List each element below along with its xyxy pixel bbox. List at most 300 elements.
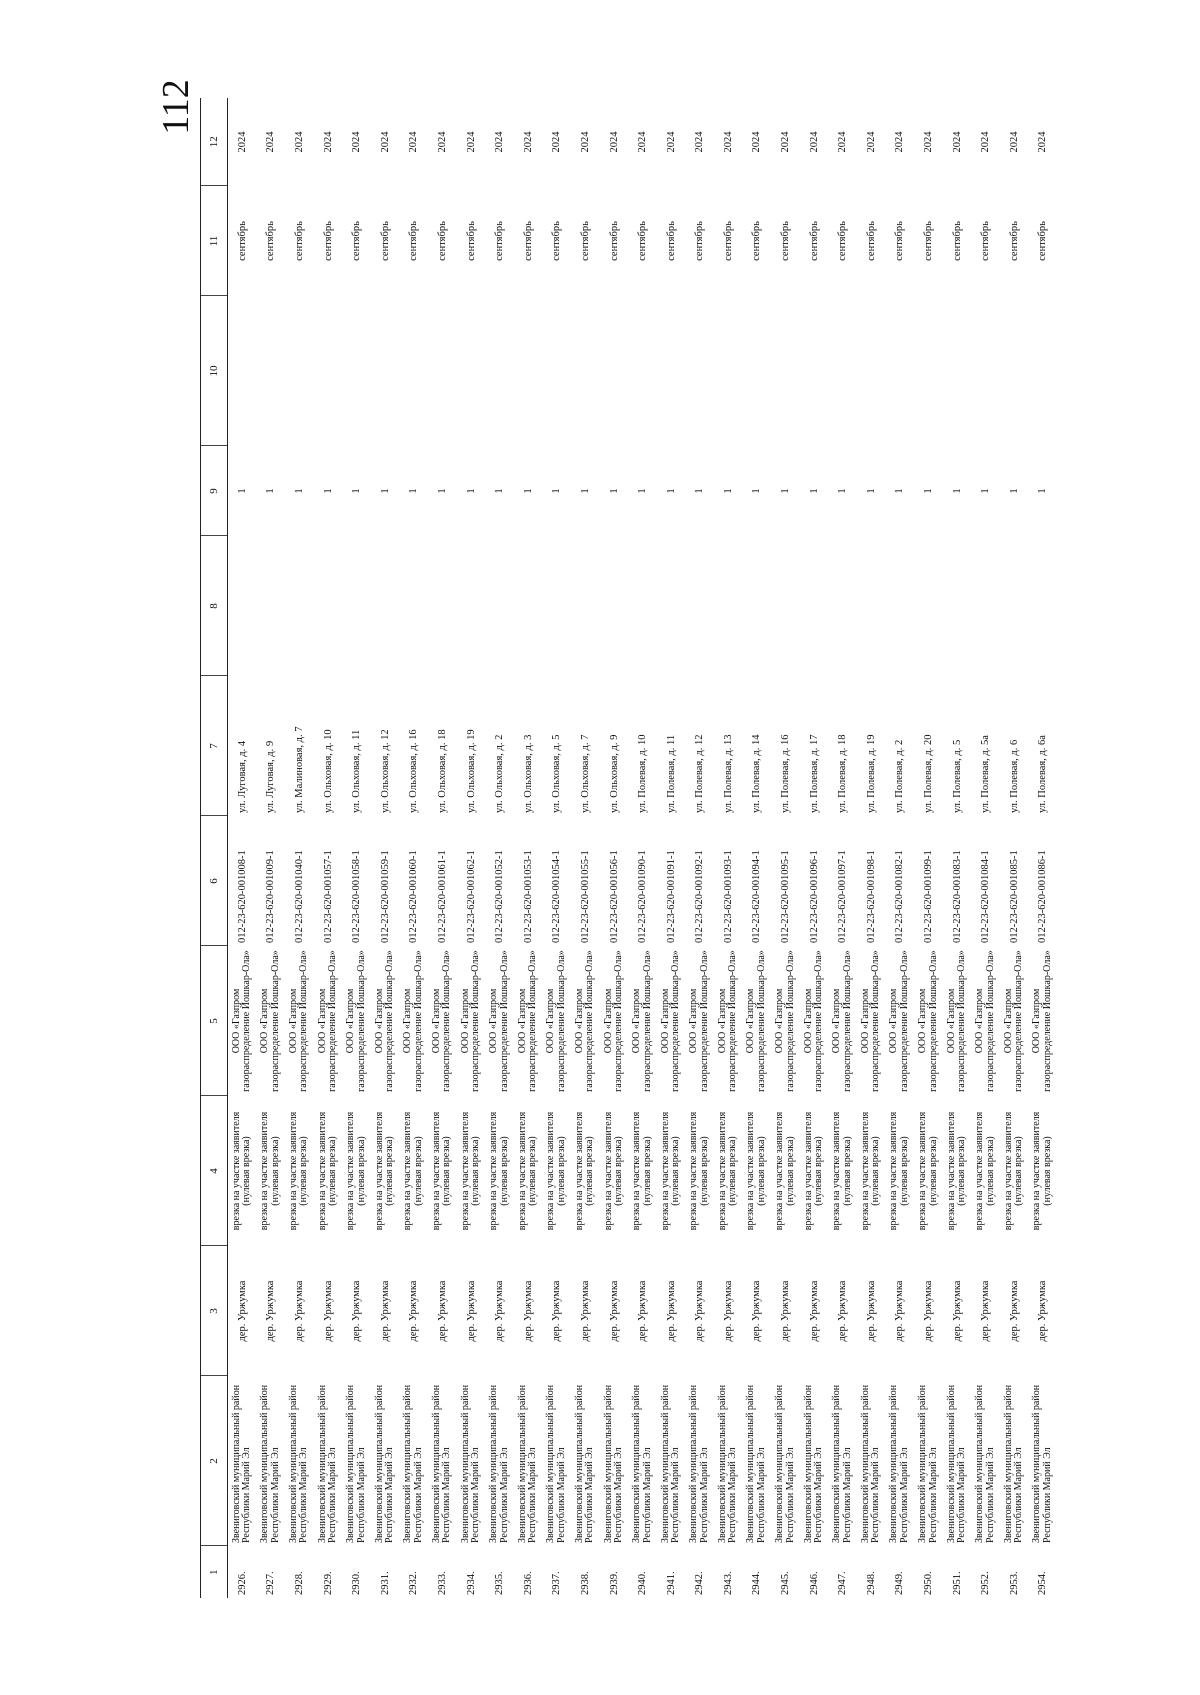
- month-cell: сентябрь: [293, 221, 305, 261]
- object-code-cell: 012-23-620-001092-1: [694, 850, 706, 943]
- district-cell: Звениговский муниципальный район Республики Марий Эл: [831, 1384, 853, 1543]
- column-header: 2: [201, 1376, 228, 1546]
- organization-cell: ООО «Газпром газораспределение Йошкар-Ола»: [516, 950, 539, 1092]
- work-type-cell: врезка на участке заявителя (нулевая врезка): [802, 1111, 825, 1231]
- work-type-cell: врезка на участке заявителя (нулевая врезка): [573, 1111, 596, 1231]
- object-code-cell: 012-23-620-001086-1: [1037, 850, 1049, 943]
- column-8-cell: [800, 536, 829, 676]
- work-type-cell: врезка на участке заявителя (нулевая врезка): [945, 1111, 968, 1231]
- village-cell: дер. Уржумка: [494, 1280, 506, 1342]
- address-cell: ул. Полевая, д. 13: [722, 734, 734, 813]
- year-cell: 2024: [894, 131, 906, 153]
- district-cell: Звениговский муниципальный район Республики Марий Эл: [688, 1384, 710, 1543]
- year-cell: 2024: [837, 131, 849, 153]
- year-cell: 2024: [751, 131, 763, 153]
- village-cell: дер. Уржумка: [1037, 1280, 1049, 1342]
- column-8-cell: [314, 536, 343, 676]
- organization-cell: ООО «Газпром газораспределение Йошкар-Ола»: [745, 950, 767, 1092]
- page-number: 112: [154, 79, 197, 135]
- address-cell: ул. Ольховая, д. 9: [608, 734, 620, 813]
- village-cell: дер. Уржумка: [837, 1280, 849, 1342]
- month-cell: сентябрь: [980, 221, 992, 261]
- village-cell: дер. Уржумка: [951, 1280, 963, 1342]
- column-10-cell: [857, 296, 886, 446]
- row-number: 2928.: [293, 1571, 305, 1595]
- month-cell: сентябрь: [837, 221, 849, 261]
- work-type-cell: врезка на участке заявителя (нулевая врезка): [716, 1111, 739, 1231]
- table-row: [1029, 98, 1058, 1598]
- village-cell: дер. Уржумка: [894, 1280, 906, 1342]
- table-row: [314, 98, 343, 1598]
- row-number: 2937.: [551, 1571, 563, 1595]
- organization-cell: ООО «Газпром газораспределение Йошкар-Ола»: [716, 950, 739, 1092]
- column-header: 8: [201, 536, 228, 676]
- column-10-cell: [543, 296, 572, 446]
- column-10-cell: [485, 296, 514, 446]
- table-row: [457, 98, 486, 1598]
- object-code-cell: 012-23-620-001009-1: [265, 850, 277, 943]
- object-code-cell: 012-23-620-001084-1: [980, 850, 992, 943]
- column-10-cell: [657, 296, 686, 446]
- address-cell: ул. Полевая, д. 11: [665, 734, 677, 813]
- address-cell: ул. Полевая, д. 14: [751, 734, 763, 813]
- address-cell: ул. Полевая, д. 20: [923, 734, 935, 813]
- village-cell: дер. Уржумка: [665, 1280, 677, 1342]
- table-row: [628, 98, 657, 1598]
- column-10-cell: [886, 296, 915, 446]
- column-10-cell: [285, 296, 314, 446]
- organization-cell: ООО «Газпром газораспределение Йошкар-Ола»: [974, 950, 996, 1092]
- district-cell: Звениговский муниципальный район Республики Марий Эл: [230, 1384, 253, 1543]
- quantity-cell: 1: [637, 488, 649, 494]
- district-cell: Звениговский муниципальный район Республики Марий Эл: [659, 1384, 682, 1543]
- month-cell: сентябрь: [236, 221, 248, 261]
- organization-cell: ООО «Газпром газораспределение Йошкар-Ола»: [230, 950, 253, 1092]
- year-cell: 2024: [980, 131, 992, 153]
- column-header: 5: [201, 946, 228, 1096]
- column-header: 10: [201, 296, 228, 446]
- quantity-cell: 1: [494, 488, 506, 494]
- month-cell: сентябрь: [522, 221, 534, 261]
- organization-cell: ООО «Газпром газораспределение Йошкар-Ола»: [917, 950, 939, 1092]
- column-header: 9: [201, 446, 228, 536]
- quantity-cell: 1: [865, 488, 877, 494]
- quantity-cell: 1: [465, 488, 477, 494]
- work-type-cell: врезка на участке заявителя (нулевая врезка): [774, 1111, 796, 1231]
- column-8-cell: [543, 536, 572, 676]
- column-10-cell: [342, 296, 371, 446]
- table-body: [228, 98, 1058, 1598]
- village-cell: дер. Уржумка: [637, 1280, 649, 1342]
- column-8-cell: [485, 536, 514, 676]
- village-cell: дер. Уржумка: [923, 1280, 935, 1342]
- column-10-cell: [800, 296, 829, 446]
- column-8-cell: [1000, 536, 1029, 676]
- organization-cell: ООО «Газпром газораспределение Йошкар-Ола»: [859, 950, 882, 1092]
- work-type-cell: врезка на участке заявителя (нулевая врезка): [373, 1111, 396, 1231]
- table-row: [800, 98, 829, 1598]
- column-10-cell: [1000, 296, 1029, 446]
- month-cell: сентябрь: [408, 221, 420, 261]
- quantity-cell: 1: [751, 488, 763, 494]
- work-type-cell: врезка на участке заявителя (нулевая врезка): [745, 1111, 767, 1231]
- quantity-cell: 1: [236, 488, 248, 494]
- address-cell: ул. Ольховая, д. 11: [351, 729, 363, 813]
- month-cell: сентябрь: [780, 221, 792, 261]
- year-cell: 2024: [522, 131, 534, 153]
- table-row: [828, 98, 857, 1598]
- work-type-cell: врезка на участке заявителя (нулевая врезка): [888, 1111, 910, 1231]
- year-cell: 2024: [722, 131, 734, 153]
- year-cell: 2024: [608, 131, 620, 153]
- column-8-cell: [600, 536, 629, 676]
- object-code-cell: 012-23-620-001098-1: [865, 850, 877, 943]
- month-cell: сентябрь: [694, 221, 706, 261]
- year-cell: 2024: [551, 131, 563, 153]
- year-cell: 2024: [694, 131, 706, 153]
- row-number: 2930.: [351, 1571, 363, 1595]
- work-type-cell: врезка на участке заявителя (нулевая врезка): [316, 1111, 339, 1231]
- table-row: [971, 98, 1000, 1598]
- organization-cell: ООО «Газпром газораспределение Йошкар-Ола»: [545, 950, 567, 1092]
- organization-cell: ООО «Газпром газораспределение Йошкар-Ола»: [287, 950, 310, 1092]
- column-8-cell: [914, 536, 943, 676]
- month-cell: сентябрь: [923, 221, 935, 261]
- year-cell: 2024: [465, 131, 477, 153]
- organization-cell: ООО «Газпром газораспределение Йошкар-Ола»: [602, 950, 625, 1092]
- table-row: [600, 98, 629, 1598]
- column-8-cell: [571, 536, 600, 676]
- object-code-cell: 012-23-620-001057-1: [322, 850, 334, 943]
- village-cell: дер. Уржумка: [780, 1280, 792, 1342]
- column-8-cell: [628, 536, 657, 676]
- object-code-cell: 012-23-620-001008-1: [236, 850, 248, 943]
- work-type-cell: врезка на участке заявителя (нулевая врезка): [230, 1111, 253, 1231]
- work-type-cell: врезка на участке заявителя (нулевая врезка): [831, 1111, 853, 1231]
- address-cell: ул. Ольховая, д. 5: [551, 734, 563, 813]
- address-cell: ул. Полевая, д. 12: [694, 734, 706, 813]
- row-number: 2927.: [265, 1571, 277, 1595]
- address-cell: ул. Полевая, д. 10: [637, 734, 649, 813]
- quantity-cell: 1: [808, 488, 820, 494]
- month-cell: сентябрь: [322, 221, 334, 261]
- table-row: [485, 98, 514, 1598]
- object-code-cell: 012-23-620-001061-1: [436, 850, 448, 943]
- quantity-cell: 1: [436, 488, 448, 494]
- column-10-cell: [971, 296, 1000, 446]
- year-cell: 2024: [808, 131, 820, 153]
- column-10-cell: [628, 296, 657, 446]
- organization-cell: ООО «Газпром газораспределение Йошкар-Ола»: [659, 950, 682, 1092]
- district-cell: Звениговский муниципальный район Республики Марий Эл: [488, 1384, 510, 1543]
- table-row: [943, 98, 972, 1598]
- month-cell: сентябрь: [379, 221, 391, 261]
- quantity-cell: 1: [894, 488, 906, 494]
- table-row: [657, 98, 686, 1598]
- work-type-cell: врезка на участке заявителя (нулевая врезка): [459, 1111, 482, 1231]
- column-8-cell: [514, 536, 543, 676]
- organization-cell: ООО «Газпром газораспределение Йошкар-Ола»: [631, 950, 653, 1092]
- object-code-cell: 012-23-620-001055-1: [579, 850, 591, 943]
- work-type-cell: врезка на участке заявителя (нулевая врезка): [659, 1111, 682, 1231]
- village-cell: дер. Уржумка: [322, 1280, 334, 1342]
- address-cell: ул. Луговая, д. 9: [265, 740, 277, 813]
- work-type-cell: врезка на участке заявителя (нулевая врезка): [402, 1111, 424, 1231]
- object-code-cell: 012-23-620-001056-1: [608, 850, 620, 943]
- work-type-cell: врезка на участке заявителя (нулевая врезка): [688, 1111, 710, 1231]
- month-cell: сентябрь: [494, 221, 506, 261]
- village-cell: дер. Уржумка: [579, 1280, 591, 1342]
- object-code-cell: 012-23-620-001058-1: [351, 850, 363, 943]
- row-number: 2945.: [780, 1571, 792, 1595]
- column-10-cell: [1029, 296, 1058, 446]
- address-cell: ул. Ольховая, д. 19: [465, 729, 477, 813]
- district-cell: Звениговский муниципальный район Республики Марий Эл: [631, 1384, 653, 1543]
- district-cell: Звениговский муниципальный район Республики Марий Эл: [888, 1384, 910, 1543]
- table-row: [285, 98, 314, 1598]
- address-cell: ул. Луговая, д. 4: [236, 740, 248, 813]
- district-cell: Звениговский муниципальный район Республики Марий Эл: [573, 1384, 596, 1543]
- object-code-cell: 012-23-620-001040-1: [293, 850, 305, 943]
- organization-cell: ООО «Газпром газораспределение Йошкар-Ола»: [802, 950, 825, 1092]
- column-header: 7: [201, 676, 228, 816]
- column-8-cell: [686, 536, 715, 676]
- district-cell: Звениговский муниципальный район Республики Марий Эл: [402, 1384, 424, 1543]
- row-number: 2946.: [808, 1571, 820, 1595]
- quantity-cell: 1: [579, 488, 591, 494]
- object-code-cell: 012-23-620-001097-1: [837, 850, 849, 943]
- month-cell: сентябрь: [351, 221, 363, 261]
- column-8-cell: [657, 536, 686, 676]
- table-row: [514, 98, 543, 1598]
- village-cell: дер. Уржумка: [551, 1280, 563, 1342]
- address-cell: ул. Ольховая, д. 18: [436, 729, 448, 813]
- object-code-cell: 012-23-620-001083-1: [951, 850, 963, 943]
- row-number: 2926.: [236, 1571, 248, 1595]
- address-cell: ул. Полевая, д. 5а: [980, 735, 992, 813]
- object-code-cell: 012-23-620-001090-1: [637, 850, 649, 943]
- year-cell: 2024: [637, 131, 649, 153]
- village-cell: дер. Уржумка: [808, 1280, 820, 1342]
- column-header: 6: [201, 816, 228, 946]
- table-row: [400, 98, 429, 1598]
- column-8-cell: [342, 536, 371, 676]
- year-cell: 2024: [379, 131, 391, 153]
- village-cell: дер. Уржумка: [351, 1280, 363, 1342]
- work-type-cell: врезка на участке заявителя (нулевая врезка): [859, 1111, 882, 1231]
- organization-cell: ООО «Газпром газораспределение Йошкар-Ола»: [888, 950, 910, 1092]
- address-cell: ул. Ольховая, д. 3: [522, 734, 534, 813]
- district-cell: Звениговский муниципальный район Республики Марий Эл: [316, 1384, 339, 1543]
- column-header: 11: [201, 186, 228, 296]
- row-number: 2951.: [951, 1571, 963, 1595]
- district-cell: Звениговский муниципальный район Республики Марий Эл: [774, 1384, 796, 1543]
- month-cell: сентябрь: [951, 221, 963, 261]
- row-number: 2941.: [665, 1571, 677, 1595]
- row-number: 2952.: [980, 1571, 992, 1595]
- column-10-cell: [914, 296, 943, 446]
- village-cell: дер. Уржумка: [236, 1280, 248, 1342]
- address-cell: ул. Малиновая, д. 7: [293, 726, 305, 813]
- work-type-cell: врезка на участке заявителя (нулевая врезка): [631, 1111, 653, 1231]
- object-code-cell: 012-23-620-001095-1: [780, 850, 792, 943]
- row-number: 2944.: [751, 1571, 763, 1595]
- address-cell: ул. Ольховая, д. 2: [494, 734, 506, 813]
- object-code-cell: 012-23-620-001094-1: [751, 850, 763, 943]
- work-type-cell: врезка на участке заявителя (нулевая врезка): [602, 1111, 625, 1231]
- month-cell: сентябрь: [265, 221, 277, 261]
- column-8-cell: [257, 536, 286, 676]
- column-10-cell: [228, 296, 257, 446]
- column-header: 3: [201, 1246, 228, 1376]
- column-number-row: [201, 98, 228, 1598]
- row-number: 2933.: [436, 1571, 448, 1595]
- quantity-cell: 1: [665, 488, 677, 494]
- column-10-cell: [371, 296, 400, 446]
- month-cell: сентябрь: [751, 221, 763, 261]
- address-cell: ул. Полевая, д. 18: [837, 734, 849, 813]
- table-row: [342, 98, 371, 1598]
- column-header: 1: [201, 1546, 228, 1598]
- month-cell: сентябрь: [1037, 221, 1049, 261]
- column-8-cell: [886, 536, 915, 676]
- quantity-cell: 1: [694, 488, 706, 494]
- district-cell: Звениговский муниципальный район Республики Марий Эл: [516, 1384, 539, 1543]
- organization-cell: ООО «Газпром газораспределение Йошкар-Ола»: [831, 950, 853, 1092]
- table-row: [371, 98, 400, 1598]
- row-number: 2949.: [894, 1571, 906, 1595]
- object-code-cell: 012-23-620-001060-1: [408, 850, 420, 943]
- column-10-cell: [686, 296, 715, 446]
- organization-cell: ООО «Газпром газораспределение Йошкар-Ола»: [316, 950, 339, 1092]
- quantity-cell: 1: [722, 488, 734, 494]
- year-cell: 2024: [579, 131, 591, 153]
- organization-cell: ООО «Газпром газораспределение Йошкар-Ола»: [488, 950, 510, 1092]
- row-number: 2942.: [694, 1571, 706, 1595]
- address-cell: ул. Полевая, д. 5: [951, 739, 963, 813]
- village-cell: дер. Уржумка: [1008, 1280, 1020, 1342]
- village-cell: дер. Уржумка: [722, 1280, 734, 1342]
- village-cell: дер. Уржумка: [980, 1280, 992, 1342]
- column-10-cell: [400, 296, 429, 446]
- quantity-cell: 1: [608, 488, 620, 494]
- organization-cell: ООО «Газпром газораспределение Йошкар-Ола»: [430, 950, 453, 1092]
- row-number: 2940.: [637, 1571, 649, 1595]
- quantity-cell: 1: [379, 488, 391, 494]
- column-8-cell: [228, 536, 257, 676]
- row-number: 2947.: [837, 1571, 849, 1595]
- village-cell: дер. Уржумка: [436, 1280, 448, 1342]
- table-row: [771, 98, 800, 1598]
- month-cell: сентябрь: [608, 221, 620, 261]
- organization-cell: ООО «Газпром газораспределение Йошкар-Ола»: [1031, 950, 1053, 1092]
- district-cell: Звениговский муниципальный район Республики Марий Эл: [602, 1384, 625, 1543]
- year-cell: 2024: [265, 131, 277, 153]
- village-cell: дер. Уржумка: [522, 1280, 534, 1342]
- quantity-cell: 1: [265, 488, 277, 494]
- column-10-cell: [257, 296, 286, 446]
- column-10-cell: [600, 296, 629, 446]
- table-row: [914, 98, 943, 1598]
- month-cell: сентябрь: [1008, 221, 1020, 261]
- year-cell: 2024: [780, 131, 792, 153]
- table-row: [686, 98, 715, 1598]
- organization-cell: ООО «Газпром газораспределение Йошкар-Ола»: [573, 950, 596, 1092]
- address-cell: ул. Ольховая, д. 12: [379, 729, 391, 813]
- column-8-cell: [857, 536, 886, 676]
- village-cell: дер. Уржумка: [694, 1280, 706, 1342]
- organization-cell: ООО «Газпром газораспределение Йошкар-Ола»: [459, 950, 482, 1092]
- address-cell: ул. Ольховая, д. 7: [579, 734, 591, 813]
- month-cell: сентябрь: [894, 221, 906, 261]
- column-10-cell: [743, 296, 772, 446]
- work-type-cell: врезка на участке заявителя (нулевая врезка): [287, 1111, 310, 1231]
- organization-cell: ООО «Газпром газораспределение Йошкар-Ола»: [345, 950, 367, 1092]
- district-cell: Звениговский муниципальный район Республики Марий Эл: [745, 1384, 767, 1543]
- row-number: 2929.: [322, 1571, 334, 1595]
- district-cell: Звениговский муниципальный район Республики Марий Эл: [459, 1384, 482, 1543]
- address-cell: ул. Полевая, д. 2: [894, 739, 906, 813]
- address-cell: ул. Ольховая, д. 10: [322, 729, 334, 813]
- month-cell: сентябрь: [465, 221, 477, 261]
- column-8-cell: [714, 536, 743, 676]
- quantity-cell: 1: [980, 488, 992, 494]
- work-type-cell: врезка на участке заявителя (нулевая врезка): [430, 1111, 453, 1231]
- district-cell: Звениговский муниципальный район Республики Марий Эл: [545, 1384, 567, 1543]
- work-type-cell: врезка на участке заявителя (нулевая врезка): [974, 1111, 996, 1231]
- row-number: 2938.: [579, 1571, 591, 1595]
- quantity-cell: 1: [551, 488, 563, 494]
- address-cell: ул. Полевая, д. 6а: [1037, 735, 1049, 813]
- village-cell: дер. Уржумка: [265, 1280, 277, 1342]
- row-number: 2931.: [379, 1571, 391, 1595]
- village-cell: дер. Уржумка: [293, 1280, 305, 1342]
- object-code-cell: 012-23-620-001054-1: [551, 850, 563, 943]
- row-number: 2943.: [722, 1571, 734, 1595]
- district-cell: Звениговский муниципальный район Республики Марий Эл: [974, 1384, 996, 1543]
- quantity-cell: 1: [837, 488, 849, 494]
- object-code-cell: 012-23-620-001093-1: [722, 850, 734, 943]
- year-cell: 2024: [236, 131, 248, 153]
- work-type-cell: врезка на участке заявителя (нулевая врезка): [545, 1111, 567, 1231]
- table-row: [543, 98, 572, 1598]
- year-cell: 2024: [322, 131, 334, 153]
- month-cell: сентябрь: [551, 221, 563, 261]
- district-cell: Звениговский муниципальный район Республики Марий Эл: [373, 1384, 396, 1543]
- column-10-cell: [828, 296, 857, 446]
- village-cell: дер. Уржумка: [608, 1280, 620, 1342]
- column-10-cell: [714, 296, 743, 446]
- column-8-cell: [457, 536, 486, 676]
- row-number: 2935.: [494, 1571, 506, 1595]
- village-cell: дер. Уржумка: [751, 1280, 763, 1342]
- object-code-cell: 012-23-620-001099-1: [923, 850, 935, 943]
- district-cell: Звениговский муниципальный район Республики Марий Эл: [945, 1384, 968, 1543]
- quantity-cell: 1: [923, 488, 935, 494]
- district-cell: Звениговский муниципальный район Республики Марий Эл: [716, 1384, 739, 1543]
- column-8-cell: [371, 536, 400, 676]
- object-code-cell: 012-23-620-001091-1: [665, 850, 677, 943]
- table-row: [743, 98, 772, 1598]
- district-cell: Звениговский муниципальный район Республики Марий Эл: [345, 1384, 367, 1543]
- district-cell: Звениговский муниципальный район Республики Марий Эл: [259, 1384, 281, 1543]
- work-type-cell: врезка на участке заявителя (нулевая врезка): [1031, 1111, 1053, 1231]
- column-10-cell: [457, 296, 486, 446]
- organization-cell: ООО «Газпром газораспределение Йошкар-Ола»: [945, 950, 968, 1092]
- quantity-cell: 1: [951, 488, 963, 494]
- column-8-cell: [828, 536, 857, 676]
- address-cell: ул. Полевая, д. 16: [780, 734, 792, 813]
